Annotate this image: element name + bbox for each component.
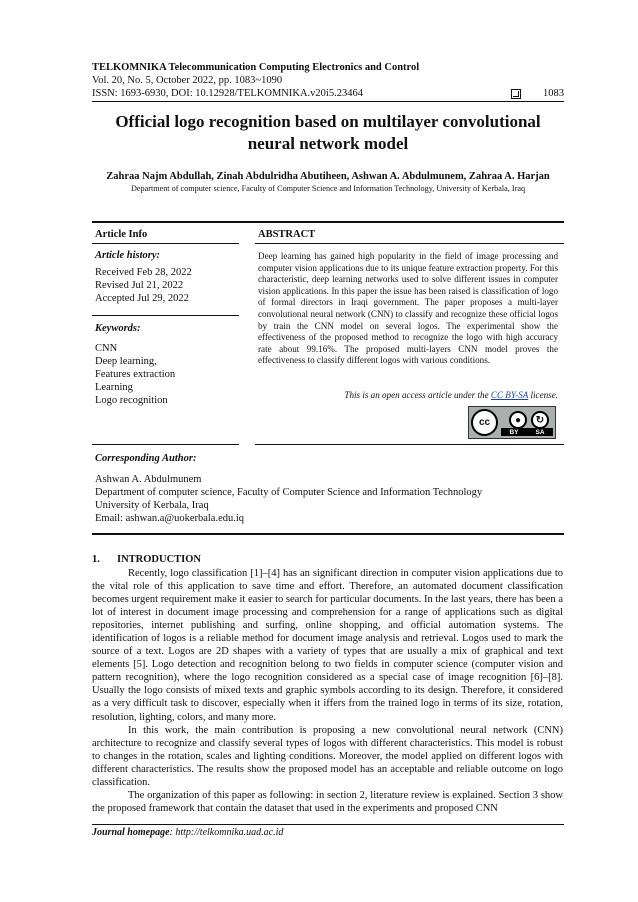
history-rule [92, 315, 239, 316]
page-number: 1083 [543, 88, 564, 99]
info-bottom-left-rule [92, 444, 239, 445]
cc-icon: cc [471, 409, 498, 436]
keywords-list [95, 342, 175, 407]
accepted-date: Accepted Jul 29, 2022 [95, 293, 189, 304]
cc-badge-bar [501, 428, 553, 436]
volume-info: Vol. 20, No. 5, October 2022, pp. 1083~1090 [92, 75, 283, 86]
keyword: Logo recognition [95, 395, 168, 406]
info-bottom-right-rule [255, 444, 564, 445]
cc-by-sa-link[interactable]: CC BY-SA [490, 390, 529, 400]
oa-prefix: This is an open access article under the [344, 390, 491, 400]
title-line-2: neural network model [247, 134, 409, 153]
keyword: Deep learning, [95, 356, 157, 367]
info-end-rule [92, 533, 564, 535]
info-right-rule [255, 243, 564, 244]
title-line-1: Official logo recognition based on multilayer convolutional [115, 112, 541, 131]
oa-suffix: license. [528, 390, 558, 400]
received-date: Received Feb 28, 2022 [95, 267, 192, 278]
sa-label: SA [535, 428, 545, 436]
cc-by-sa-badge[interactable] [468, 406, 556, 439]
article-info-heading: Article Info [95, 229, 148, 240]
paragraph: In this work, the main contribution is proposing a new convolutional neural network (CNN) architecture to recognize and classify several types of logos with different characteristics. This model is robust to changes in the rotation, scales and lighting conditions. Moreover, the model applied on different logos with different characteristics. The results show the proposed model has an acceptable and reliable outcome on logo classification. [92, 724, 563, 788]
author-department: Department of computer science, Faculty of Computer Science and Information Technology [95, 487, 483, 498]
introduction-body [92, 567, 563, 815]
running-header [92, 61, 564, 100]
issn-doi: ISSN: 1693-6930, DOI: 10.12928/TELKOMNIKA.v20i5.23464 [92, 88, 363, 99]
author-name: Ashwan A. Abdulmunem [95, 474, 202, 485]
corresponding-details [95, 473, 482, 525]
info-top-rule [92, 221, 564, 223]
affiliation: Department of computer science, Faculty of Computer Science and Information Technology, University of Kerbala, Iraq [130, 184, 526, 193]
page-box-icon [511, 89, 521, 99]
keyword: Features extraction [95, 369, 176, 380]
open-access-notice [258, 390, 558, 400]
paragraph: The organization of this paper as following: in section 2, literature review is explained. Section 3 show the proposed framework that contain the dataset that used in the experiments and proposed CNN [92, 789, 563, 814]
history-list [95, 266, 192, 305]
by-person-icon: ● [509, 411, 527, 429]
section-number: 1. [92, 554, 100, 565]
abstract-heading: ABSTRACT [258, 229, 316, 240]
keywords-heading: Keywords: [95, 323, 141, 334]
history-heading: Article history: [95, 250, 161, 261]
info-left-rule [92, 243, 239, 244]
introduction-heading [92, 554, 201, 565]
journal-name: TELKOMNIKA Telecommunication Computing Electronics and Control [92, 62, 420, 73]
abstract-text: Deep learning has gained high popularity in the field of image processing and computer vision applications due to its unique feature extraction property. For this characteristic, deep learning networks used to solve different issues in computer vision applications. In this paper the issue has been raised is classification of logo of formal directors in Iraqi government. The paper proposes a multi-layer convolutional neural network (CNN) to classify and recognize these official logos by train the CNN model on several logos. The experimental show the effectiveness of the proposed method to recognize the logo with high accuracy rate about 99.16%. The proposed multi-layers CNN model proves the effectiveness to classify different logos with various conditions. [258, 251, 558, 366]
author-university: University of Kerbala, Iraq [95, 500, 209, 511]
corresponding-heading: Corresponding Author: [95, 453, 197, 464]
share-alike-icon: ↻ [531, 411, 549, 429]
homepage-label: Journal homepage [92, 827, 170, 838]
authors: Zahraa Najm Abdullah, Zinah Abdulridha Abutiheen, Ashwan A. Abdulmunem, Zahraa A. Harjan [106, 171, 550, 182]
by-label: BY [509, 428, 519, 436]
header-rule [92, 101, 564, 102]
author-email: Email: ashwan.a@uokerbala.edu.iq [95, 513, 245, 524]
paragraph: Recently, logo classification [1]–[4] has an significant direction in computer vision applications due to the vital role of this application to save time and effort. Therefore, an automated document classification becomes urgent requirement make it easier to search for particular documents. In the last years, there has been a lot of interest in document image processing and comprehension for a range of applications such as digital repositories, internet publishing and surfing, online shopping, and official automation systems. The identification of logos is a reliable method for document image analysis and retrieval. Logos used to mark the source of a text. Logos are 2D shapes with a variety of types that are usually a mix of graphical and text elements [5]. Logo detection and recognition belong to two fields in computer science (computer vision and pattern recognition), where the logo recognition considered as a special case of image recognition [6]–[8]. Usually the logo consists of mixed texts and graphic symbols according to its design. Therefore, it considered as a very difficult task to discover, especially when it iffers from the trained logo in terms of its size, rotation, resolution, lighting, colors, and many more. [92, 568, 563, 723]
footer-rule [92, 824, 564, 825]
keyword: CNN [95, 343, 118, 354]
keyword: Learning [95, 382, 133, 393]
section-title: INTRODUCTION [117, 554, 202, 565]
homepage-url[interactable]: : http://telkomnika.uad.ac.id [169, 827, 284, 838]
journal-homepage [92, 827, 283, 838]
paper-title [92, 111, 564, 155]
revised-date: Revised Jul 21, 2022 [95, 280, 184, 291]
